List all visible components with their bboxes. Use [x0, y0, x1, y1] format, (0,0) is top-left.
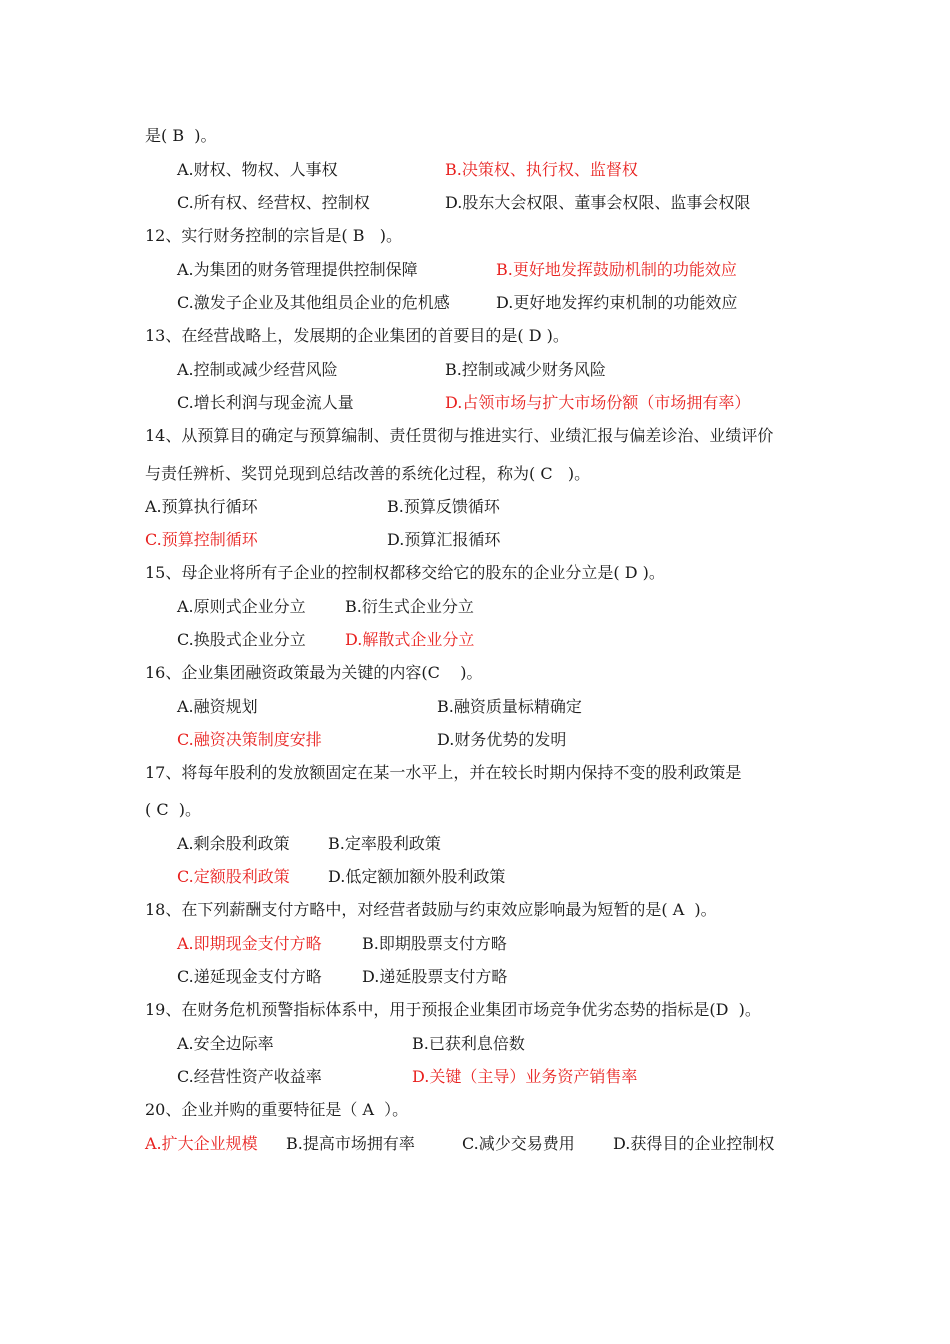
question-15-option-d-answer: D.解散式企业分立 [345, 630, 475, 649]
question-19-option-a: A.安全边际率 [177, 1034, 274, 1053]
question-15-stem: 15、母企业将所有子企业的控制权都移交给它的股东的企业分立是( D )。 [145, 563, 665, 582]
question-14-option-a: A.预算执行循环 [145, 497, 258, 516]
question-19-option-b: B.已获利息倍数 [412, 1034, 525, 1053]
question-11-option-b-answer: B.决策权、执行权、监督权 [445, 160, 638, 179]
question-17-option-c-answer: C.定额股利政策 [177, 867, 290, 886]
question-16-option-b: B.融资质量标精确定 [437, 697, 582, 716]
question-12-option-a: A.为集团的财务管理提供控制保障 [177, 260, 418, 279]
question-13-option-b: B.控制或减少财务风险 [445, 360, 606, 379]
question-16-option-a: A.融资规划 [177, 697, 258, 716]
question-12-option-d: D.更好地发挥约束机制的功能效应 [496, 293, 738, 312]
question-14-option-d: D.预算汇报循环 [387, 530, 501, 549]
question-19-option-d-answer: D.关键（主导）业务资产销售率 [412, 1067, 638, 1086]
question-20-stem: 20、企业并购的重要特征是（ A ）。 [145, 1100, 409, 1119]
question-18-option-d: D.递延股票支付方略 [362, 967, 508, 986]
question-19-stem: 19、在财务危机预警指标体系中，用于预报企业集团市场竞争优劣态势的指标是(D )。 [145, 1000, 761, 1019]
question-12-stem: 12、实行财务控制的宗旨是( B )。 [145, 226, 402, 245]
question-17-option-d: D.低定额加额外股利政策 [328, 867, 506, 886]
question-14-stem-line-2: 与责任辨析、奖罚兑现到总结改善的系统化过程，称为( C )。 [145, 464, 591, 483]
question-17-option-a: A.剩余股利政策 [177, 834, 290, 853]
question-19-option-c: C.经营性资产收益率 [177, 1067, 322, 1086]
question-15-option-c: C.换股式企业分立 [177, 630, 306, 649]
question-11-option-d: D.股东大会权限、董事会权限、监事会权限 [445, 193, 751, 212]
question-14-option-c-answer: C.预算控制循环 [145, 530, 258, 549]
question-20-option-b: B.提高市场拥有率 [286, 1134, 415, 1153]
question-16-option-c-answer: C.融资决策制度安排 [177, 730, 322, 749]
question-11-stem: 是( B )。 [145, 126, 217, 145]
question-15-option-a: A.原则式企业分立 [177, 597, 306, 616]
question-15-option-b: B.衍生式企业分立 [345, 597, 474, 616]
question-17-option-b: B.定率股利政策 [328, 834, 441, 853]
question-18-option-b: B.即期股票支付方略 [362, 934, 507, 953]
question-17-stem-line-1: 17、将每年股利的发放额固定在某一水平上，并在较长时期内保持不变的股利政策是 [145, 763, 742, 782]
question-13-option-d-answer: D.占领市场与扩大市场份额（市场拥有率） [445, 393, 751, 412]
question-13-stem: 13、在经营战略上，发展期的企业集团的首要目的是( D )。 [145, 326, 569, 345]
question-12-option-b-answer: B.更好地发挥鼓励机制的功能效应 [496, 260, 737, 279]
question-16-option-d: D.财务优势的发明 [437, 730, 567, 749]
question-17-stem-line-2: ( C )。 [145, 800, 201, 819]
question-20-option-a-answer: A.扩大企业规模 [145, 1134, 258, 1153]
question-18-stem: 18、在下列薪酬支付方略中，对经营者鼓励与约束效应影响最为短暂的是( A )。 [145, 900, 717, 919]
question-12-option-c: C.激发子企业及其他组员企业的危机感 [177, 293, 450, 312]
question-13-option-a: A.控制或减少经营风险 [177, 360, 338, 379]
question-14-stem-line-1: 14、从预算目的确定与预算编制、责任贯彻与推进实行、业绩汇报与偏差诊治、业绩评价 [145, 426, 774, 445]
question-20-option-c: C.减少交易费用 [462, 1134, 575, 1153]
question-11-option-c: C.所有权、经营权、控制权 [177, 193, 370, 212]
question-16-stem: 16、企业集团融资政策最为关键的内容(C )。 [145, 663, 483, 682]
question-18-option-a-answer: A.即期现金支付方略 [177, 934, 322, 953]
question-20-option-d: D.获得目的企业控制权 [613, 1134, 775, 1153]
question-13-option-c: C.增长利润与现金流人量 [177, 393, 354, 412]
question-14-option-b: B.预算反馈循环 [387, 497, 500, 516]
question-18-option-c: C.递延现金支付方略 [177, 967, 322, 986]
question-11-option-a: A.财权、物权、人事权 [177, 160, 338, 179]
